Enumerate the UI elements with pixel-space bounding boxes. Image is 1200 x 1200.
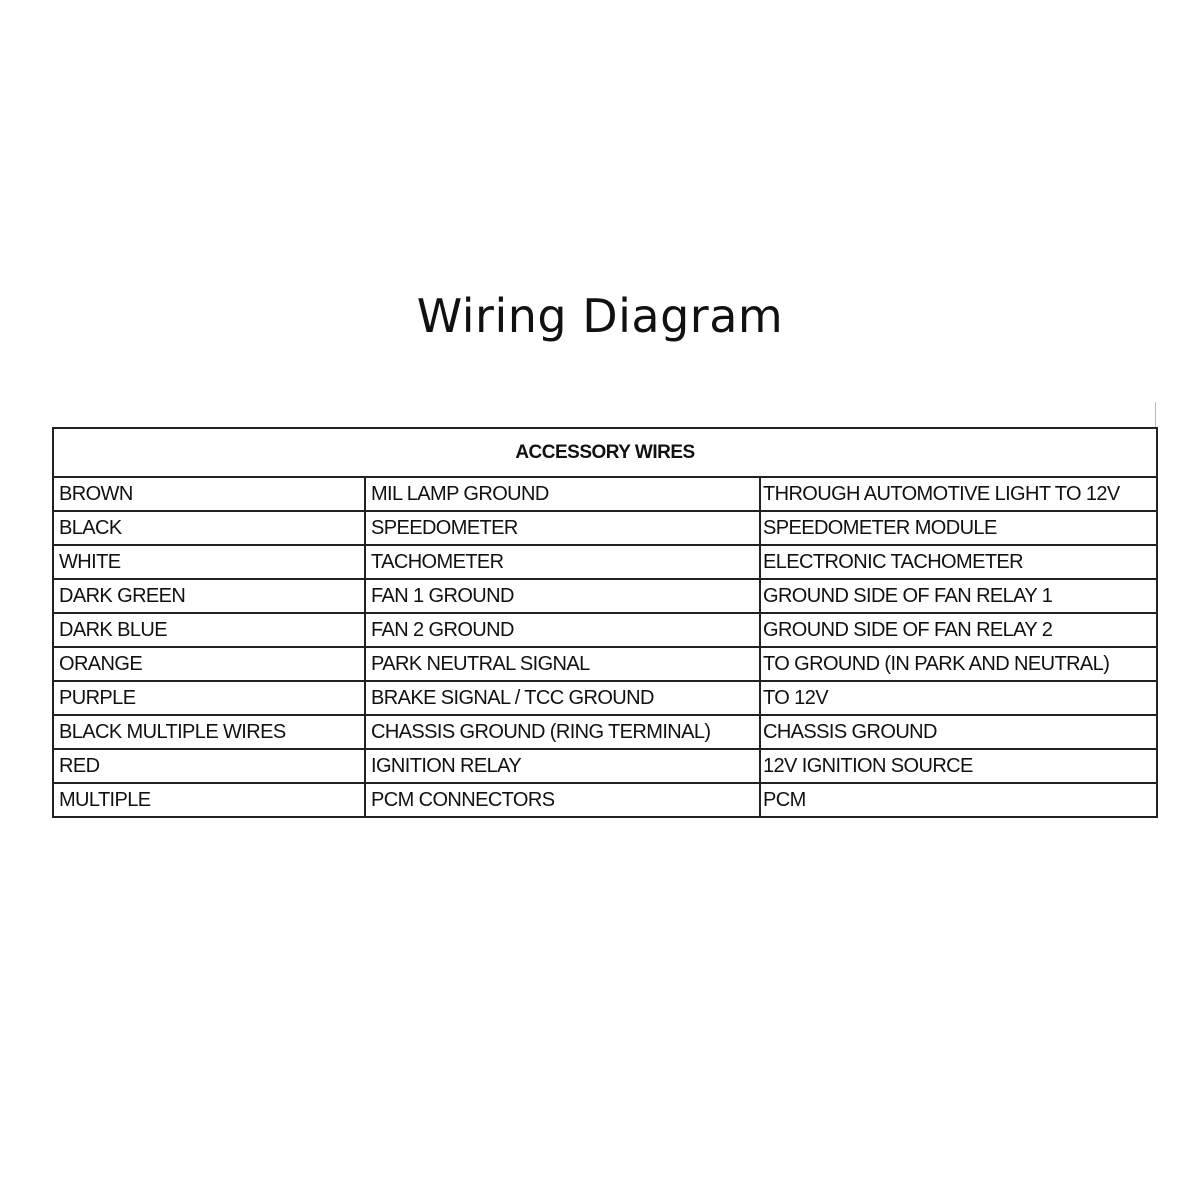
wire-connection-cell: GROUND SIDE OF FAN RELAY 1 (760, 579, 1157, 613)
wire-function-cell: TACHOMETER (365, 545, 760, 579)
accessory-wires-table (52, 427, 1158, 818)
wire-color-cell: ORANGE (53, 647, 365, 681)
table-row (53, 613, 1157, 647)
wire-connection-cell: GROUND SIDE OF FAN RELAY 2 (760, 613, 1157, 647)
table-row (53, 545, 1157, 579)
wire-color-cell: BLACK (53, 511, 365, 545)
wire-function-cell: FAN 2 GROUND (365, 613, 760, 647)
wire-connection-cell: SPEEDOMETER MODULE (760, 511, 1157, 545)
wire-function-cell: BRAKE SIGNAL / TCC GROUND (365, 681, 760, 715)
wire-function-cell: PCM CONNECTORS (365, 783, 760, 817)
wire-connection-cell: PCM (760, 783, 1157, 817)
table-row (53, 511, 1157, 545)
wire-connection-cell: CHASSIS GROUND (760, 715, 1157, 749)
table-edge-line (1155, 402, 1156, 429)
wire-function-cell: PARK NEUTRAL SIGNAL (365, 647, 760, 681)
table-row (53, 477, 1157, 511)
table-row (53, 715, 1157, 749)
table-header: ACCESSORY WIRES (53, 428, 1157, 477)
wire-color-cell: PURPLE (53, 681, 365, 715)
table-row (53, 681, 1157, 715)
wire-color-cell: BLACK MULTIPLE WIRES (53, 715, 365, 749)
wire-connection-cell: 12V IGNITION SOURCE (760, 749, 1157, 783)
table-row (53, 783, 1157, 817)
table-row (53, 647, 1157, 681)
wire-connection-cell: ELECTRONIC TACHOMETER (760, 545, 1157, 579)
wire-color-cell: BROWN (53, 477, 365, 511)
wire-function-cell: SPEEDOMETER (365, 511, 760, 545)
wire-function-cell: CHASSIS GROUND (RING TERMINAL) (365, 715, 760, 749)
page-title: Wiring Diagram (416, 289, 784, 343)
wire-color-cell: DARK GREEN (53, 579, 365, 613)
wire-function-cell: MIL LAMP GROUND (365, 477, 760, 511)
wire-connection-cell: TO GROUND (IN PARK AND NEUTRAL) (760, 647, 1157, 681)
wire-connection-cell: TO 12V (760, 681, 1157, 715)
wire-function-cell: IGNITION RELAY (365, 749, 760, 783)
wire-connection-cell: THROUGH AUTOMOTIVE LIGHT TO 12V (760, 477, 1157, 511)
wire-color-cell: WHITE (53, 545, 365, 579)
wire-color-cell: DARK BLUE (53, 613, 365, 647)
wire-color-cell: MULTIPLE (53, 783, 365, 817)
table-row (53, 579, 1157, 613)
wire-function-cell: FAN 1 GROUND (365, 579, 760, 613)
table-row (53, 749, 1157, 783)
table-header-row (53, 428, 1157, 477)
wire-color-cell: RED (53, 749, 365, 783)
